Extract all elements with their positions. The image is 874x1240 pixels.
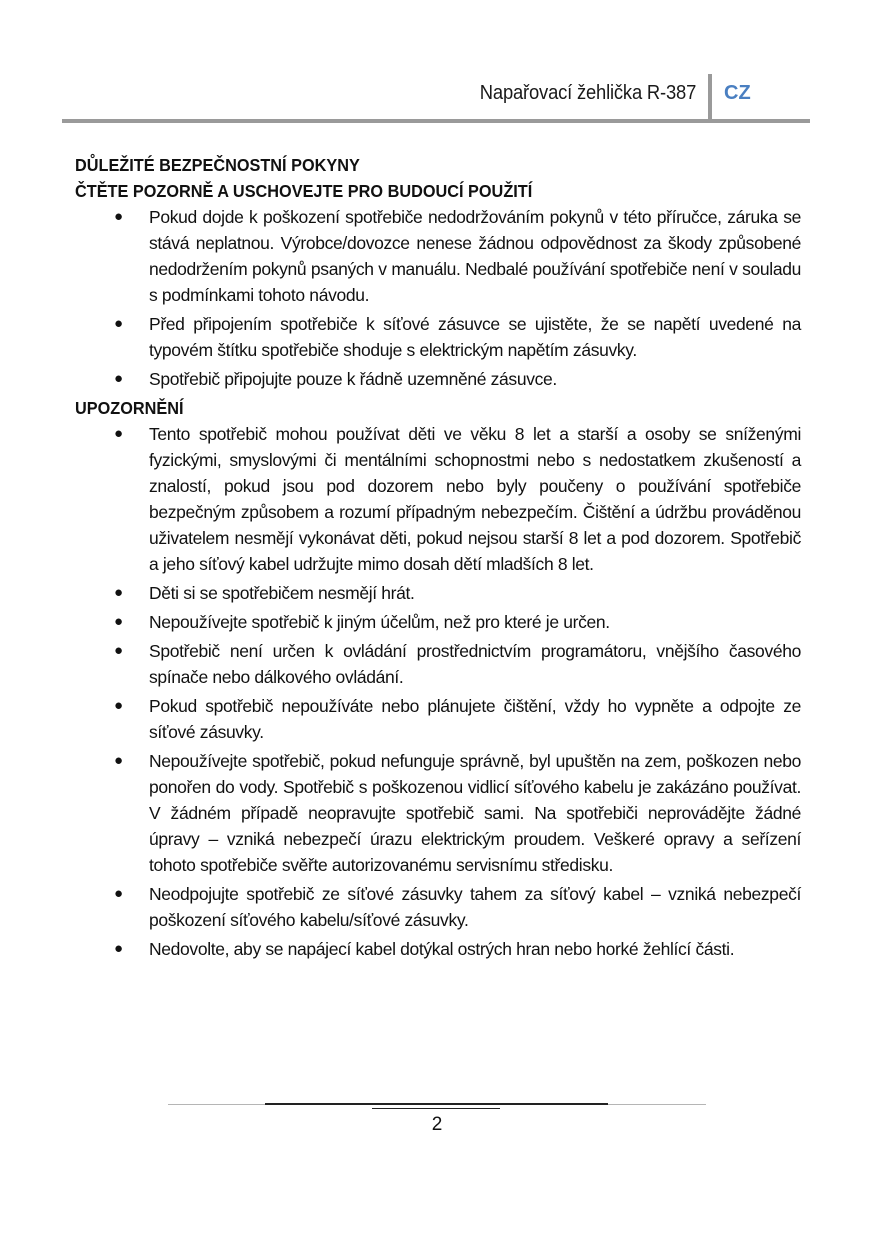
document-title: Napařovací žehlička R-387 [479,82,696,104]
footer-rule-short [372,1108,500,1109]
bullet-icon: ● [114,208,124,225]
list-item: ● Spotřebič připojujte pouze k řádně uzemněné zásuvce. [75,366,801,392]
list-item: ● Nepoužívejte spotřebič k jiným účelům, než pro které je určen. [75,609,801,635]
bullet-icon: ● [114,370,124,387]
footer-rule-dark [265,1103,608,1105]
bullet-icon: ● [114,584,124,601]
bullet-icon: ● [114,425,124,442]
bullet-icon: ● [114,752,124,769]
bullet-icon: ● [114,315,124,332]
bullet-icon: ● [114,613,124,630]
bullet-icon: ● [114,642,124,659]
list-item: ● Nedovolte, aby se napájecí kabel dotýkal ostrých hran nebo horké žehlící části. [75,936,801,962]
list-item: ● Děti si se spotřebičem nesmějí hrát. [75,580,801,606]
list-item: ● Pokud spotřebič nepoužíváte nebo plánujete čištění, vždy ho vypněte a odpojte ze síťové zásuvky. [75,693,801,745]
page-number: 2 [431,1114,443,1135]
list-item: ● Nepoužívejte spotřebič, pokud nefunguje správně, byl upuštěn na zem, poškozen nebo ponořen do vody. Spotřebič s poškozenou vidlicí síťového kabelu je zakázáno používat. V žádném případě neopravujte spotřebič sami. Na spotřebiči neprovádějte žádné úpravy – vzniká nebezpečí úrazu elektrickým proudem. Veškeré opravy a seřízení tohoto spotřebiče svěřte autorizovanému servisnímu středisku. [75,748,801,878]
safety-subheading: ČTĚTE POZORNĚ A USCHOVEJTE PRO BUDOUCÍ POUŽITÍ [75,181,533,201]
page-content [75,152,801,965]
safety-list [75,204,801,392]
list-item: ● Neodpojujte spotřebič ze síťové zásuvky tahem za síťový kabel – vzniká nebezpečí poškození síťového kabelu/síťové zásuvky. [75,881,801,933]
header-divider [708,74,712,121]
list-item: ● Před připojením spotřebiče k síťové zásuvce se ujistěte, že se napětí uvedené na typovém štítku spotřebiče shoduje s elektrickým napětím zásuvky. [75,311,801,363]
safety-heading: DŮLEŽITÉ BEZPEČNOSTNÍ POKYNY [75,155,360,175]
language-code: CZ [724,82,751,104]
list-item: ● Spotřebič není určen k ovládání prostřednictvím programátoru, vnějšího časového spínače nebo dálkového ovládání. [75,638,801,690]
list-item: ● Tento spotřebič mohou používat děti ve věku 8 let a starší a osoby se sníženými fyzickými, smyslovými či mentálními schopnostmi nebo s nedostatkem zkušeností a znalostí, pokud jsou pod dozorem nebo byly poučeny o používání spotřebiče bezpečným způsobem a rozumí případným nebezpečím. Čištění a údržbu prováděnou uživatelem nesmějí vykonávat děti, pokud nejsou starší 8 let a pod dozorem. Spotřebič a jeho síťový kabel udržujte mimo dosah dětí mladších 8 let. [75,421,801,577]
warning-heading: UPOZORNĚNÍ [75,398,184,418]
list-item: ● Pokud dojde k poškození spotřebiče nedodržováním pokynů v této příručce, záruka se stává neplatnou. Výrobce/dovozce nenese žádnou odpovědnost za škody způsobené nedodržením pokynů psaných v manuálu. Nedbalé používání spotřebiče není v souladu s podmínkami tohoto návodu. [75,204,801,308]
bullet-icon: ● [114,885,124,902]
header-rule [62,119,810,123]
bullet-icon: ● [114,697,124,714]
warning-list [75,421,801,962]
bullet-icon: ● [114,940,124,957]
